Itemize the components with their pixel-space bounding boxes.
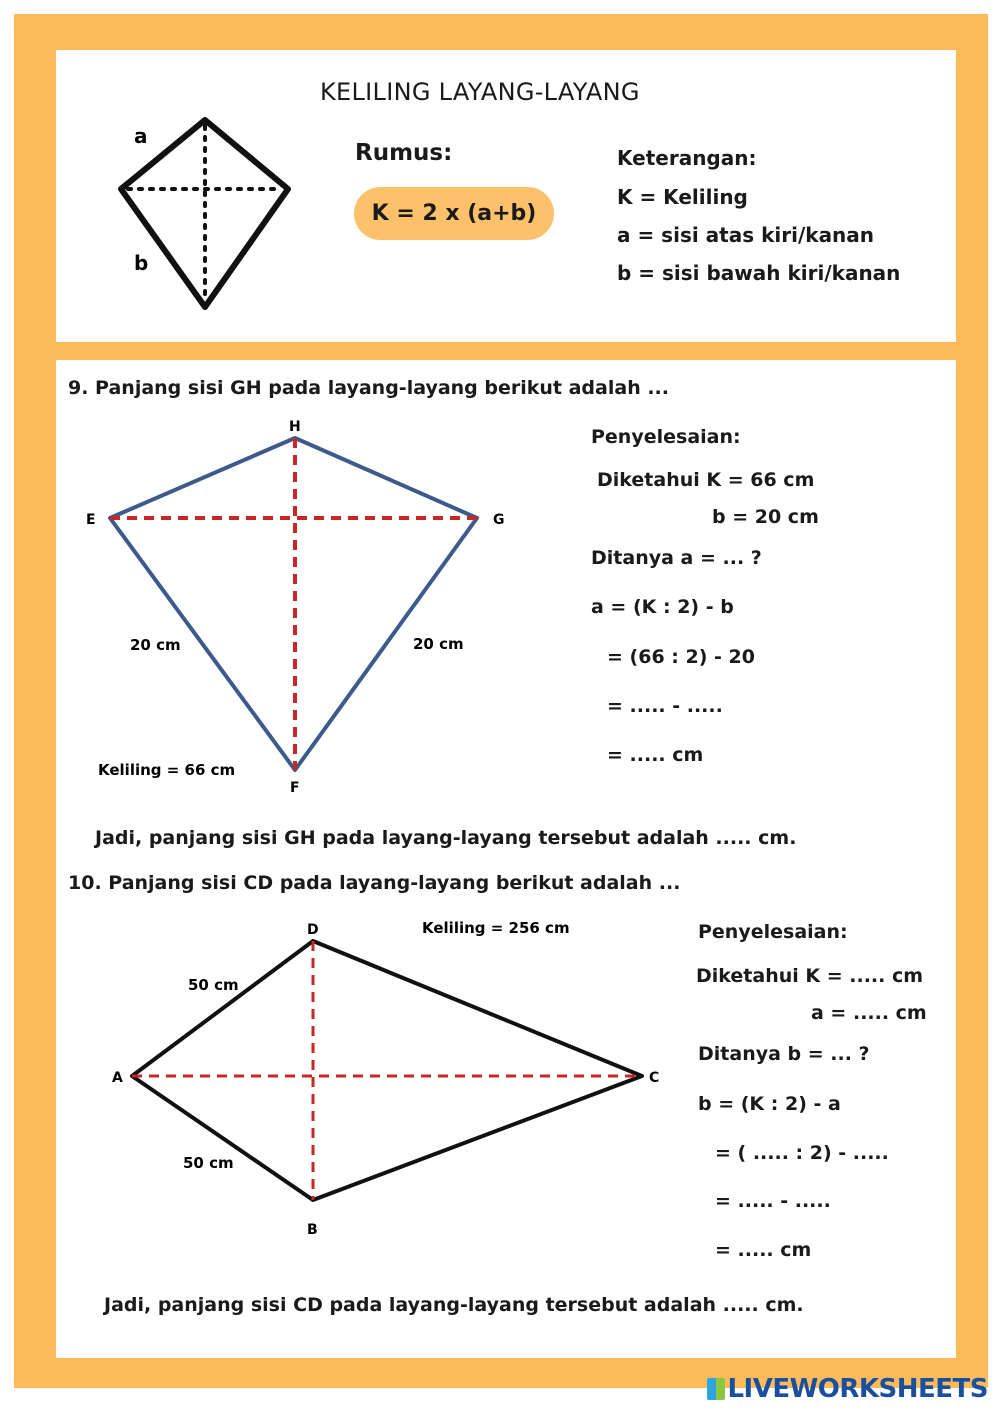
side-gf-length: 20 cm [413, 635, 464, 653]
solution-title: Penyelesaian: [698, 921, 848, 943]
solution-step: = (66 : 2) - 20 [607, 646, 755, 668]
asked-value: Ditanya a = ... ? [591, 547, 762, 569]
vertex-c-label: C [649, 1070, 660, 1086]
legend-item: b = sisi bawah kiri/kanan [617, 261, 901, 285]
known-perimeter-blank[interactable]: Diketahui K = ..... cm [696, 965, 924, 987]
question-9-text: 9. Panjang sisi GH pada layang-layang berikut adalah ... [68, 377, 669, 399]
legend-title: Keterangan: [617, 146, 757, 170]
solution-step-blank[interactable]: = ( ..... : 2) - ..... [715, 1142, 889, 1164]
kite-figure-q9 [80, 410, 540, 800]
formula-label: Rumus: [355, 140, 453, 166]
solution-step-blank[interactable]: = ..... - ..... [607, 695, 723, 717]
liveworksheets-icon [707, 1378, 725, 1400]
vertex-d-label: D [307, 922, 319, 938]
side-ef-length: 20 cm [130, 636, 181, 654]
solution-title: Penyelesaian: [591, 426, 741, 448]
side-b-label: b [134, 251, 149, 275]
vertex-h-label: H [289, 419, 301, 435]
kite-reference-diagram [100, 110, 310, 320]
known-side-b: b = 20 cm [712, 506, 819, 528]
known-perimeter: Diketahui K = 66 cm [597, 469, 815, 491]
conclusion-q9[interactable]: Jadi, panjang sisi GH pada layang-layang tersebut adalah ..... cm. [95, 827, 797, 849]
formula-badge: K = 2 x (a+b) [354, 187, 554, 240]
conclusion-q10[interactable]: Jadi, panjang sisi CD pada layang-layang tersebut adalah ..... cm. [104, 1294, 804, 1316]
page-title: KELILING LAYANG-LAYANG [320, 78, 640, 106]
solution-step-blank[interactable]: = ..... - ..... [715, 1190, 831, 1212]
vertex-b-label: B [307, 1222, 318, 1238]
solution-step: a = (K : 2) - b [591, 596, 734, 618]
legend-item: K = Keliling [617, 185, 748, 209]
solution-step-blank[interactable]: = ..... cm [607, 744, 704, 766]
legend-item: a = sisi atas kiri/kanan [617, 223, 875, 247]
solution-step-blank[interactable]: = ..... cm [715, 1239, 812, 1261]
kite-efgh-outline [110, 438, 477, 770]
known-side-a-blank[interactable]: a = ..... cm [811, 1002, 927, 1024]
perimeter-label: Keliling = 66 cm [98, 761, 236, 779]
vertex-g-label: G [493, 512, 505, 528]
liveworksheets-logo [707, 1374, 988, 1404]
vertex-e-label: E [86, 512, 96, 528]
asked-value: Ditanya b = ... ? [698, 1043, 870, 1065]
question-10-text: 10. Panjang sisi CD pada layang-layang berikut adalah ... [68, 872, 681, 894]
logo-text: LIVEWORKSHEETS [727, 1374, 988, 1404]
side-ad-length: 50 cm [188, 976, 239, 994]
kite-figure-q10 [100, 910, 680, 1240]
perimeter-label: Keliling = 256 cm [422, 919, 570, 937]
side-ab-length: 50 cm [183, 1154, 234, 1172]
side-a-label: a [134, 124, 148, 148]
vertex-a-label: A [112, 1070, 123, 1086]
solution-step: b = (K : 2) - a [698, 1093, 841, 1115]
vertex-f-label: F [290, 780, 300, 796]
